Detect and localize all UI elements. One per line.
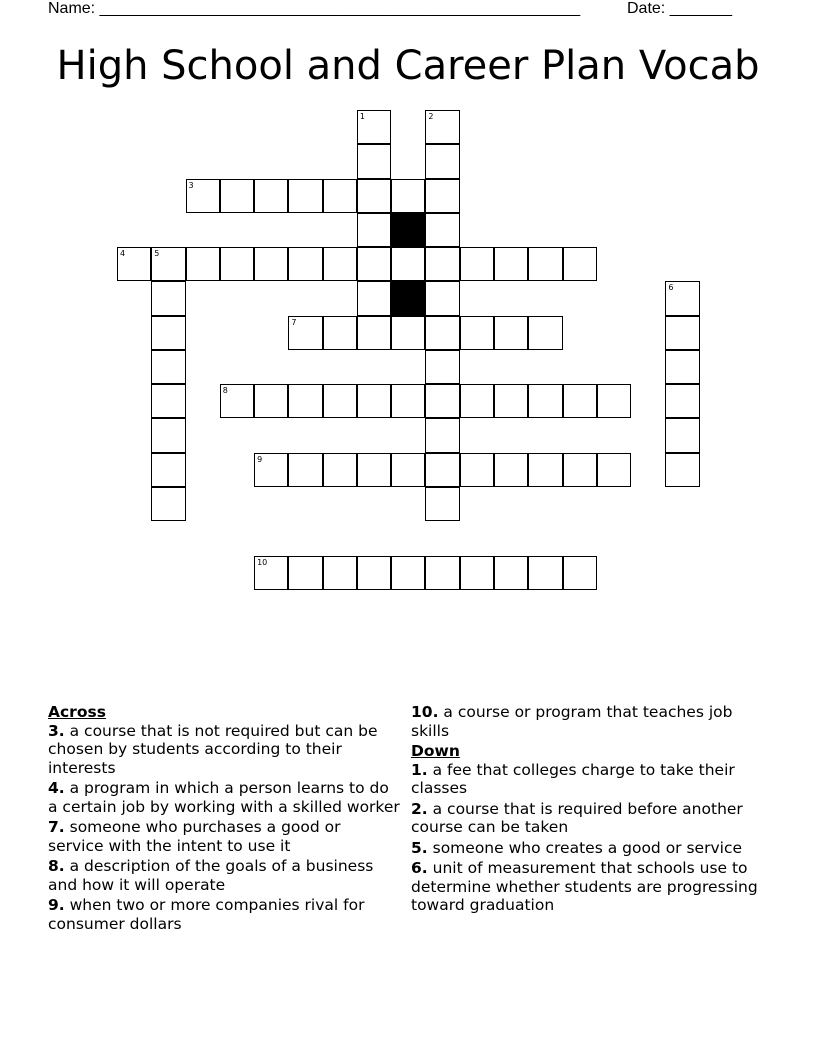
name-field: Name: ______________________________________________________ <box>48 0 581 17</box>
clue-down-1 <box>411 761 763 798</box>
grid-cell[interactable] <box>460 247 494 281</box>
grid-cell[interactable] <box>288 179 322 213</box>
clue-text: someone who purchases a good or service with the intent to use it <box>48 818 341 855</box>
grid-cell[interactable] <box>288 247 322 281</box>
clue-across-9 <box>48 896 400 933</box>
grid-cell[interactable] <box>220 384 254 418</box>
grid-cell[interactable] <box>563 384 597 418</box>
grid-cell[interactable] <box>528 384 562 418</box>
grid-cell[interactable] <box>254 179 288 213</box>
grid-cell[interactable] <box>425 350 459 384</box>
grid-cell[interactable] <box>151 487 185 521</box>
grid-cell[interactable] <box>357 247 391 281</box>
clue-number-label: 1 <box>359 112 365 121</box>
clue-down-5 <box>411 839 763 858</box>
grid-cell[interactable] <box>357 144 391 178</box>
grid-cell[interactable] <box>357 110 391 144</box>
grid-cell[interactable] <box>288 316 322 350</box>
grid-cell[interactable] <box>425 247 459 281</box>
grid-cell[interactable] <box>665 316 699 350</box>
down-heading: Down <box>411 742 460 760</box>
grid-cell[interactable] <box>357 281 391 315</box>
grid-cell[interactable] <box>391 384 425 418</box>
grid-cell[interactable] <box>151 281 185 315</box>
clues-column-left <box>48 703 400 935</box>
grid-cell[interactable] <box>563 556 597 590</box>
clue-down-2 <box>411 800 763 837</box>
grid-cell[interactable] <box>391 247 425 281</box>
clue-text: a course or program that teaches job skills <box>411 703 733 740</box>
grid-cell[interactable] <box>220 247 254 281</box>
clue-number-label: 9 <box>257 454 263 464</box>
grid-cell[interactable] <box>357 453 391 487</box>
clue-text: someone who creates a good or service <box>432 838 743 857</box>
grid-cell[interactable] <box>151 453 185 487</box>
grid-cell[interactable] <box>460 453 494 487</box>
grid-cell[interactable] <box>563 453 597 487</box>
grid-cell[interactable] <box>323 316 357 350</box>
clue-number-label: 4 <box>120 249 126 259</box>
grid-cell[interactable] <box>494 384 528 418</box>
clue-down-6 <box>411 859 763 915</box>
grid-cell[interactable] <box>665 281 699 315</box>
clue-across-7 <box>48 818 400 855</box>
clue-text: a program in which a person learns to do a certain job by working with a skilled worker <box>48 779 400 816</box>
grid-cell[interactable] <box>425 384 459 418</box>
grid-cell[interactable] <box>357 213 391 247</box>
grid-cell[interactable] <box>323 453 357 487</box>
clue-number: 9. <box>48 896 65 914</box>
grid-cell[interactable] <box>391 179 425 213</box>
clue-number: 1. <box>411 760 428 779</box>
grid-cell[interactable] <box>254 384 288 418</box>
clue-across-8 <box>48 857 400 894</box>
grid-cell[interactable] <box>323 384 357 418</box>
grid-cell[interactable] <box>528 316 562 350</box>
grid-cell[interactable] <box>597 453 631 487</box>
grid-block <box>391 281 425 315</box>
grid-cell[interactable] <box>151 247 185 281</box>
grid-cell[interactable] <box>460 316 494 350</box>
grid-cell[interactable] <box>220 179 254 213</box>
grid-cell[interactable] <box>288 384 322 418</box>
grid-cell[interactable] <box>528 247 562 281</box>
grid-cell[interactable] <box>665 453 699 487</box>
clue-number-label: 5 <box>154 249 160 259</box>
clue-number: 10. <box>411 703 439 721</box>
grid-cell[interactable] <box>288 556 322 590</box>
clue-text: a description of the goals of a business and how it will operate <box>48 857 374 894</box>
clue-number-label: 2 <box>428 112 434 121</box>
grid-cell[interactable] <box>460 384 494 418</box>
grid-cell[interactable] <box>563 247 597 281</box>
grid-cell[interactable] <box>254 453 288 487</box>
clue-text: when two or more companies rival for consumer dollars <box>48 896 365 933</box>
clue-number-label: 8 <box>222 386 228 396</box>
grid-cell[interactable] <box>151 384 185 418</box>
grid-cell[interactable] <box>425 316 459 350</box>
clue-across-3 <box>48 722 400 778</box>
clue-number: 3. <box>48 721 65 740</box>
clue-number: 7. <box>48 818 65 836</box>
clue-number: 2. <box>411 799 428 818</box>
date-field: Date: _______ <box>627 0 732 17</box>
grid-cell[interactable] <box>357 179 391 213</box>
clue-across-4 <box>48 779 400 816</box>
grid-cell[interactable] <box>186 179 220 213</box>
grid-cell[interactable] <box>494 556 528 590</box>
clue-text: a course that is not required but can be chosen by students according to their interests <box>48 721 378 777</box>
clue-number-label: 6 <box>668 283 674 293</box>
clues-column-right <box>411 703 763 917</box>
page-title: High School and Career Plan Vocab <box>56 43 760 89</box>
grid-cell[interactable] <box>425 556 459 590</box>
grid-cell[interactable] <box>391 556 425 590</box>
grid-cell[interactable] <box>151 316 185 350</box>
grid-cell[interactable] <box>528 556 562 590</box>
grid-cell[interactable] <box>425 144 459 178</box>
grid-cell[interactable] <box>151 350 185 384</box>
clue-number-label: 10 <box>257 557 268 567</box>
grid-cell[interactable] <box>528 453 562 487</box>
grid-cell[interactable] <box>254 556 288 590</box>
grid-cell[interactable] <box>494 247 528 281</box>
grid-cell[interactable] <box>425 110 459 144</box>
clue-number: 6. <box>411 859 428 877</box>
clue-number-label: 7 <box>291 317 297 327</box>
grid-cell[interactable] <box>254 247 288 281</box>
grid-cell[interactable] <box>323 179 357 213</box>
grid-cell[interactable] <box>425 281 459 315</box>
grid-cell[interactable] <box>425 487 459 521</box>
grid-cell[interactable] <box>425 213 459 247</box>
grid-cell[interactable] <box>665 418 699 452</box>
grid-cell[interactable] <box>425 453 459 487</box>
grid-cell[interactable] <box>665 350 699 384</box>
clue-number: 4. <box>48 779 65 797</box>
clue-text: a fee that colleges charge to take their classes <box>411 760 735 797</box>
clue-number: 5. <box>411 838 428 857</box>
grid-block <box>391 213 425 247</box>
grid-cell[interactable] <box>186 247 220 281</box>
clue-number-label: 3 <box>188 180 194 190</box>
across-heading: Across <box>48 703 106 721</box>
grid-cell[interactable] <box>425 418 459 452</box>
grid-cell[interactable] <box>288 453 322 487</box>
grid-cell[interactable] <box>597 384 631 418</box>
grid-cell[interactable] <box>391 316 425 350</box>
grid-cell[interactable] <box>494 316 528 350</box>
grid-cell[interactable] <box>391 453 425 487</box>
grid-cell[interactable] <box>460 556 494 590</box>
grid-cell[interactable] <box>357 556 391 590</box>
grid-cell[interactable] <box>425 179 459 213</box>
grid-cell[interactable] <box>151 418 185 452</box>
clue-number: 8. <box>48 857 65 875</box>
grid-cell[interactable] <box>117 247 151 281</box>
grid-cell[interactable] <box>494 453 528 487</box>
clue-text: a course that is required before another course can be taken <box>411 799 743 836</box>
grid-cell[interactable] <box>357 384 391 418</box>
grid-cell[interactable] <box>357 316 391 350</box>
clue-text: unit of measurement that schools use to determine whether students are progressing toward graduation <box>411 859 758 914</box>
grid-cell[interactable] <box>323 247 357 281</box>
grid-cell[interactable] <box>323 556 357 590</box>
clue-across-10 <box>411 703 763 740</box>
grid-cell[interactable] <box>665 384 699 418</box>
